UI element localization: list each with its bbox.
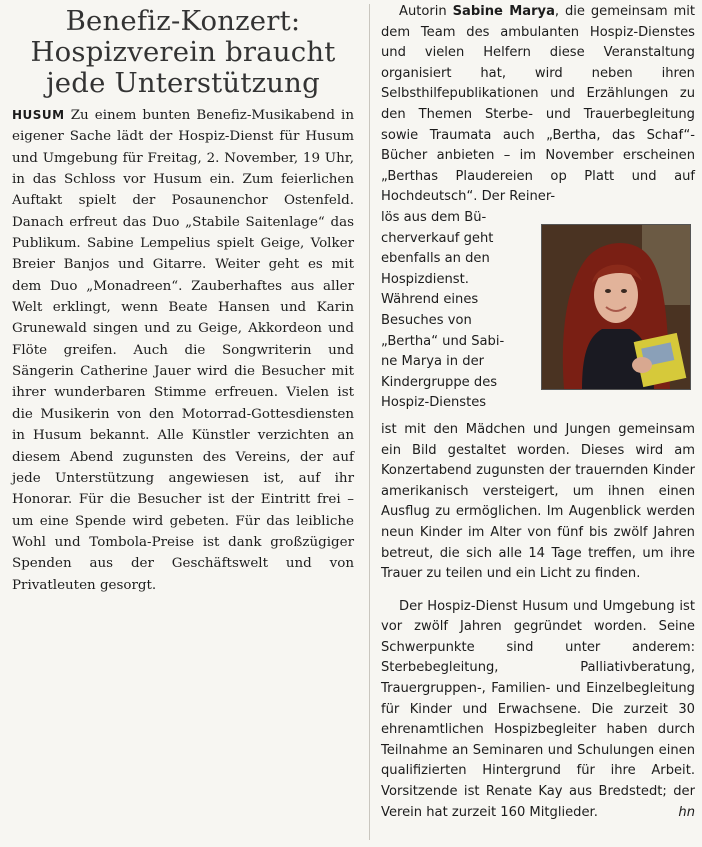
headline-line-3: jede Unterstützung	[46, 67, 320, 99]
wrap-line: cherverkauf geht	[381, 230, 494, 246]
wrap-line: Hospizdienst.	[381, 271, 469, 287]
right-paragraph-2	[381, 597, 695, 824]
wrap-line: Besuches von	[381, 312, 472, 328]
wrap-line: ebenfalls an den	[381, 251, 490, 267]
right-p1-intro: Autorin	[399, 4, 453, 19]
photo-wrap-block	[381, 208, 695, 420]
wrap-line: ne Marya in der	[381, 354, 485, 370]
headline-line-1: Benefiz-Konzert:	[65, 5, 301, 37]
dateline: HUSUM	[12, 108, 65, 122]
paragraph-gap	[381, 585, 695, 597]
right-paragraph-1-start	[381, 2, 695, 208]
left-column	[12, 6, 354, 596]
wrap-line: Kindergruppe des	[381, 374, 498, 390]
right-p2-text: Der Hospiz-Dienst Husum und Umgebung ist vor zwölf Jahren gegründet worden. Seine Schwerpunkte sind unter anderem: Sterbebegleitung, Palliativberatung, Trauergruppen-, Familien- und Einzelbegleitung für Kinder und Erwachsene. Die zurzeit 30 ehrenamtlichen Hospizbegleiter haben durch Teilnahme an Seminaren und Schulungen einen qualifizierten Hintergrund für ihre Arbeit. Vorsitzende ist Renate Kay aus Bredstedt; der Verein hat zurzeit 160 Mitglieder.	[381, 598, 695, 820]
wrap-line: „Bertha“ und Sabi-	[381, 333, 505, 349]
wrap-text	[381, 208, 527, 414]
left-body-paragraph	[12, 105, 354, 596]
left-body-text: Zu einem bunten Benefiz-Musikabend in eigener Sache lädt der Hospiz-Dienst für Husum und Umgebung für Freitag, 2. November, 19 Uhr, in das Schloss vor Husum ein. Zum feierlichen Auftakt spielt der Posaunenchor Ostenfeld. Danach erfreut das Duo „Stabile Saitenlage“ das Publikum. Sabine Lempelius spielt Geige, Volker Breier Banjos und Gitarre. Weiter geht es mit dem Duo „Monadreen“. Zauberhaftes aus aller Welt erklingt, wenn Beate Hansen und Karin Grunewald singen und zu Geige, Akkordeon und Flöte greifen. Auch die Songwriterin und Sängerin Catherine Jauer wird die Besucher mit ihrer wunderbaren Stimme erfreuen. Vielen ist die Musikerin von den Motorrad-Gottesdiensten in Husum bekannt. Alle Künstler verzichten an diesem Abend zugunsten des Vereins, der auf jede Unterstützung angewiesen ist, auf ihr Honorar. Für die Besucher ist der Eintritt frei – um eine Spende wird gebeten. Für das leibliche Wohl und Tombola-Preise ist dank großzügiger Spenden aus der Geschäftswelt und von Privatleuten gesorgt.	[12, 108, 354, 593]
right-paragraph-1-end: ist mit den Mädchen und Jungen gemeinsam ein Bild gestaltet worden. Dieses wird am Konzertabend zugunsten der trauernden Kinder amerikanisch versteigert, um ihnen einen Ausflug zu ermöglichen. Im Augenblick werden neun Kinder im Alter von fünf bis zwölf Jahren betreut, die sich alle 14 Tage treffen, um ihre Trauer zu teilen und ein Licht zu finden.	[381, 421, 695, 582]
right-column	[381, 2, 695, 823]
headline	[12, 6, 354, 99]
right-p1-text: , die gemeinsam mit dem Team des ambulanten Hospiz-Dienstes und vielen Helfern diese Veranstaltung organisiert hat, wird neben ihren Selbsthilfepublikationen und Erzählungen zu den Themen Sterbe- und Trauerbegleitung sowie Traumata auch „Bertha, das Schaf“-Bücher anbieten – im November erscheinen „Berthas Plaudereien op Platt und auf Hochdeutsch“. Der Reiner-	[381, 4, 695, 205]
wrap-line: Hospiz-Dienstes	[381, 395, 487, 411]
wrap-line: Während eines	[381, 292, 479, 308]
column-divider	[369, 4, 370, 840]
wrap-line: lös aus dem Bü-	[381, 209, 487, 225]
portrait-image	[542, 225, 690, 389]
author-photo	[541, 224, 691, 390]
author-name: Sabine Marya	[452, 4, 555, 19]
author-signature: hn	[678, 804, 695, 820]
headline-line-2: Hospizverein braucht	[30, 36, 336, 68]
